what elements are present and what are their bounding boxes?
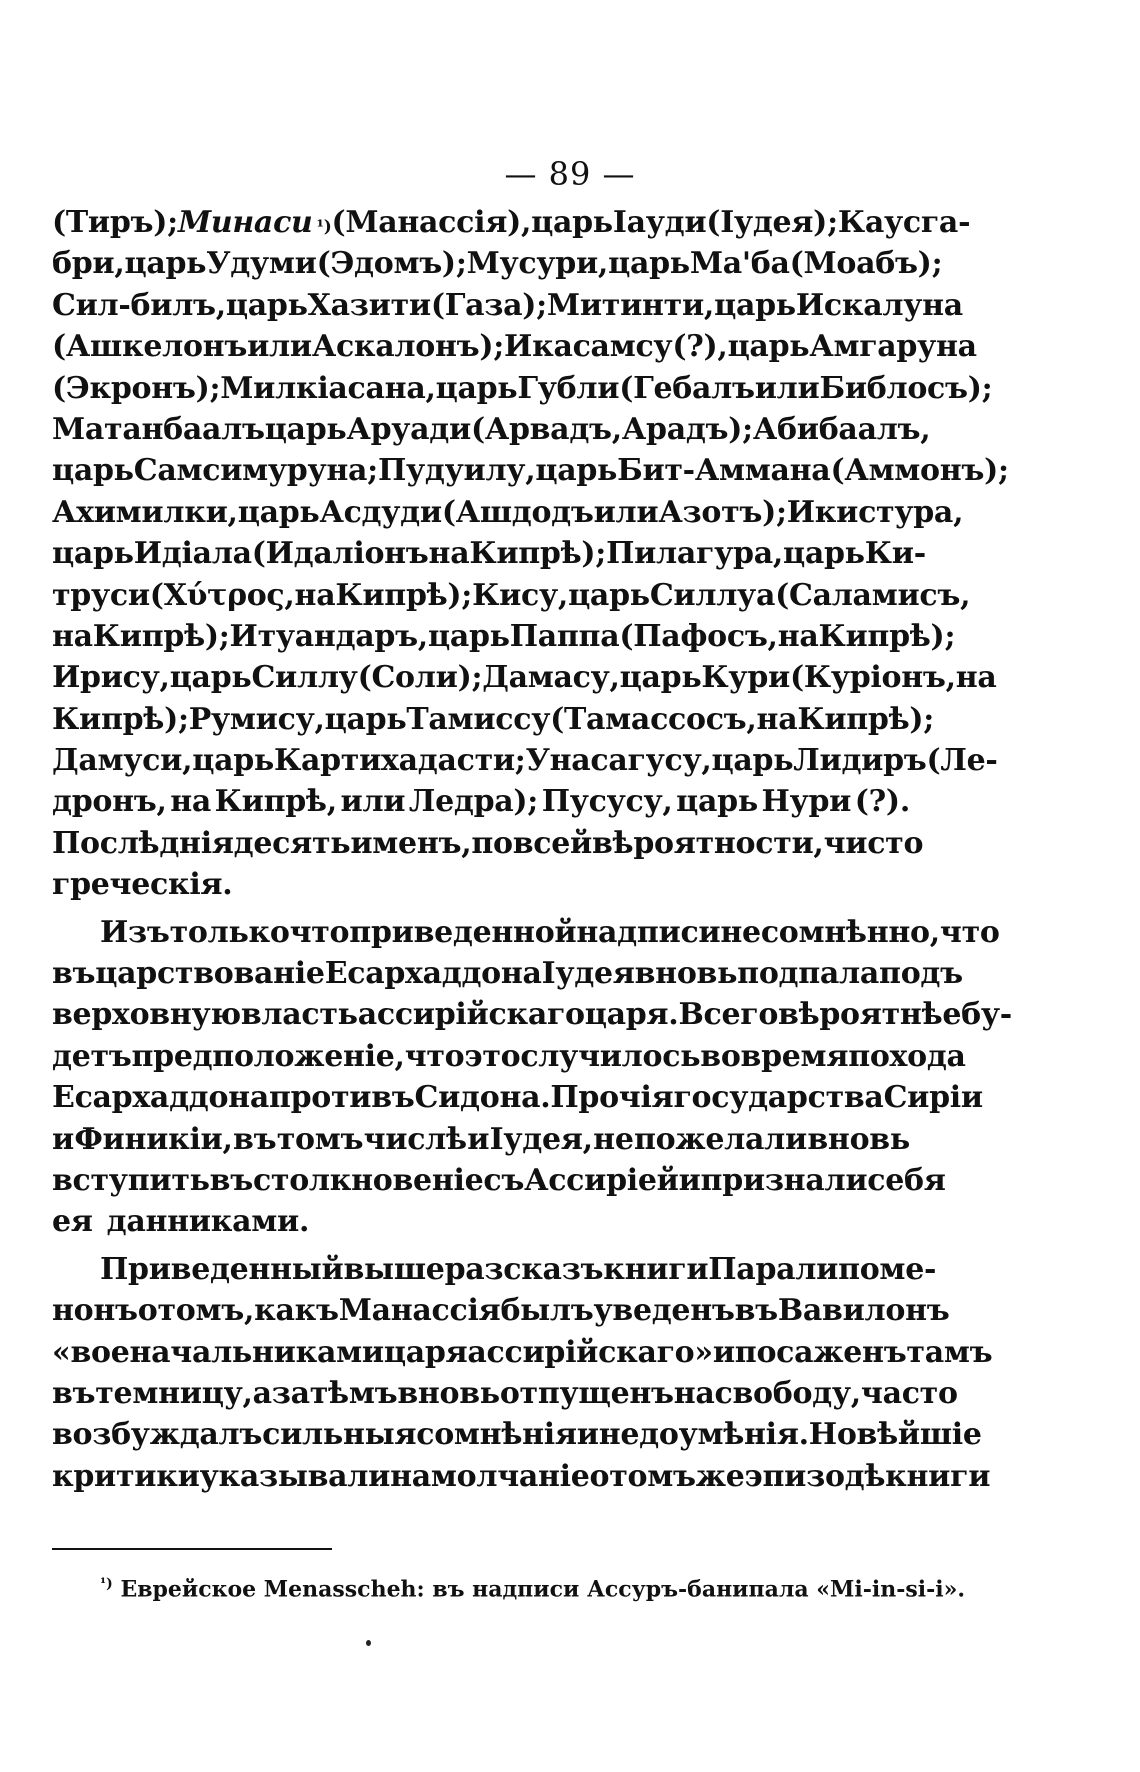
- word: Дамуси,: [52, 743, 193, 779]
- word: по: [471, 825, 513, 861]
- word: Кипрѣ);: [92, 618, 230, 654]
- word: Ледра);: [408, 784, 539, 820]
- word: нонъ: [52, 1293, 138, 1329]
- word: разсказъ: [444, 1251, 604, 1287]
- word: Идіала: [133, 536, 252, 572]
- word: Ахимилки,: [52, 494, 238, 530]
- word: дронъ,: [52, 784, 167, 820]
- word: царь: [714, 287, 796, 323]
- text-line: [52, 743, 998, 784]
- word: критики: [52, 1458, 200, 1494]
- word: (Куріонъ,: [789, 660, 956, 696]
- word: книги: [603, 1251, 709, 1287]
- word: подъ: [879, 956, 963, 992]
- word: противъ: [268, 1080, 415, 1116]
- word: Итуандаръ,: [229, 618, 428, 654]
- word: Кипрѣ);: [818, 618, 956, 654]
- text-line: [52, 1251, 937, 1293]
- paragraph: [52, 914, 1012, 1246]
- word: на: [955, 660, 997, 696]
- word: Приведенный: [100, 1251, 344, 1287]
- word: Пусусу,: [541, 784, 673, 820]
- word: Іауди: [612, 205, 707, 240]
- paragraph: [52, 205, 1009, 909]
- word: вѣроятнѣе: [778, 997, 962, 1033]
- text-line: [52, 660, 997, 701]
- word: Кури: [701, 660, 790, 696]
- word: Азотъ);: [658, 494, 787, 530]
- text-line: [52, 1080, 983, 1121]
- word: царь: [568, 577, 650, 613]
- word: на: [170, 784, 212, 820]
- word: Картихадасти;: [274, 743, 526, 779]
- word: чисто: [823, 825, 924, 861]
- word: всей: [512, 825, 592, 861]
- text-line: [52, 246, 943, 287]
- word: царя.: [584, 997, 679, 1033]
- word: или: [247, 329, 312, 365]
- word: (Идаліонъ: [251, 536, 429, 572]
- word: посаженъ: [734, 1334, 907, 1370]
- word: что: [404, 1038, 465, 1074]
- word: Унасагусу,: [525, 743, 712, 779]
- word: царь: [52, 453, 134, 489]
- text-line: [52, 205, 971, 246]
- word: Румису,: [188, 701, 325, 737]
- word: Силлу: [251, 660, 358, 696]
- word: бу-: [961, 997, 1012, 1033]
- word: случилось: [520, 1038, 701, 1074]
- word: молчаніе: [430, 1458, 590, 1494]
- word: Амгаруна: [809, 329, 977, 365]
- word: Сиріи: [883, 1080, 983, 1116]
- word: вновь: [397, 1375, 500, 1411]
- word: Аруади: [346, 411, 471, 447]
- text-line: [52, 287, 963, 329]
- word: Каусга-: [837, 205, 971, 240]
- word: только: [169, 914, 290, 950]
- word: (Тиръ);: [52, 205, 178, 240]
- word: и: [467, 1121, 490, 1157]
- word: не: [593, 1121, 634, 1157]
- word: Лидиръ: [793, 743, 927, 779]
- word: «военачальниками: [52, 1334, 384, 1370]
- word: въ: [233, 1121, 277, 1157]
- word: выше: [343, 1251, 445, 1287]
- word: царь: [192, 743, 274, 779]
- word: въ: [209, 1162, 253, 1198]
- word: царь: [225, 287, 308, 323]
- paragraph: [52, 1251, 993, 1500]
- word: царь: [124, 246, 207, 282]
- word: власть: [240, 997, 358, 1033]
- word: Матанбаалъ: [52, 411, 265, 447]
- word: Дамасу,: [482, 660, 620, 696]
- word: Искалуна: [795, 287, 963, 323]
- word: въ: [52, 1375, 96, 1411]
- word: царствованіе: [95, 956, 325, 992]
- word: признали: [700, 1162, 868, 1198]
- word: Мусури,: [466, 246, 609, 282]
- word: царя: [383, 1334, 468, 1370]
- word: въ: [734, 1293, 778, 1329]
- word: столкновеніе: [252, 1162, 484, 1198]
- word: вновь: [634, 956, 738, 992]
- text-line: [52, 997, 1012, 1038]
- word: (Саламисъ,: [775, 577, 971, 613]
- word: царь: [727, 329, 810, 365]
- word: (Тамассосъ,: [550, 701, 757, 737]
- main-text: [52, 205, 1012, 1500]
- text-line: [52, 618, 956, 660]
- word: (Манассія),: [331, 205, 532, 240]
- word: или: [593, 494, 659, 530]
- word: Асдуди: [319, 494, 442, 530]
- word: данниками.: [106, 1204, 310, 1240]
- word: похода: [848, 1038, 966, 1074]
- word: царь: [531, 205, 613, 240]
- word: (Ле-: [926, 743, 998, 779]
- word: на: [756, 701, 798, 737]
- word: Пилагура,: [606, 536, 783, 572]
- word: пожелали: [634, 1121, 807, 1157]
- word: надписи: [576, 914, 721, 950]
- word: именъ,: [350, 825, 472, 861]
- word: числѣ: [363, 1121, 467, 1157]
- word: (?).: [854, 784, 910, 820]
- text-line: [52, 1293, 950, 1334]
- word: (Пафосъ,: [619, 618, 778, 654]
- word: въ: [52, 956, 96, 992]
- word: Удуми: [206, 246, 317, 282]
- text-line: [52, 1122, 910, 1163]
- text-line: [52, 701, 935, 743]
- word: царь: [324, 701, 407, 737]
- word: Новѣйшіе: [808, 1417, 982, 1453]
- word: Есархаддона: [324, 956, 542, 992]
- word: (Соли);: [357, 660, 483, 696]
- word: на: [428, 536, 470, 572]
- word: Нури: [761, 784, 852, 820]
- word: (Арвадъ,: [470, 411, 622, 447]
- word: (?),: [672, 329, 728, 365]
- word: Всего: [678, 997, 779, 1033]
- word: Кипрѣ);: [469, 536, 607, 572]
- footnote-text: Еврейское Menasscheh: въ надписи Ассуръ-банипала «Mi-in-si-i».: [120, 1576, 965, 1603]
- word: (Ашкелонъ: [52, 329, 248, 365]
- word: томъ,: [157, 1293, 255, 1329]
- word: царь: [711, 743, 794, 779]
- word: (Іудея);: [706, 205, 838, 240]
- word: и: [52, 1121, 74, 1157]
- text-line: [52, 536, 926, 577]
- word: это: [464, 1038, 521, 1074]
- word: что: [289, 914, 350, 950]
- text-line: [52, 577, 971, 619]
- word: Самсимуруна;: [133, 453, 378, 489]
- word: царь: [52, 536, 134, 572]
- word: (Эдомъ);: [316, 246, 467, 282]
- word: а: [252, 1375, 272, 1411]
- word: Кипрѣ,: [214, 784, 337, 820]
- footnote-marker: ¹): [100, 1576, 113, 1592]
- word: приведенной: [349, 914, 577, 950]
- word: (Χύτρος,: [149, 577, 295, 613]
- word: ассирійскаго»: [467, 1334, 713, 1370]
- word: Икистура,: [786, 494, 964, 530]
- word: Митинти,: [546, 287, 715, 323]
- word: (Аммонъ);: [830, 453, 1009, 489]
- word: и: [712, 1334, 735, 1370]
- text-line: [52, 411, 931, 453]
- word: Манассія: [338, 1293, 501, 1329]
- word: время: [740, 1038, 849, 1074]
- word: Кипрѣ);: [797, 701, 935, 737]
- word: царь: [783, 536, 865, 572]
- word: на: [390, 1458, 431, 1494]
- word: указывали: [199, 1458, 391, 1494]
- word: отпущенъ: [499, 1375, 674, 1411]
- word: труси: [52, 577, 150, 613]
- word: или: [340, 784, 406, 820]
- word: бри,: [52, 246, 125, 282]
- word: детъ: [52, 1038, 132, 1074]
- word: Вавилонъ: [777, 1293, 950, 1329]
- text-line: [52, 867, 910, 908]
- text-line: [52, 1375, 958, 1417]
- word: себя: [867, 1162, 946, 1198]
- word: вѣроятности,: [591, 825, 824, 861]
- word: (Экронъ);: [52, 370, 221, 406]
- word: ассирійскаго: [357, 997, 585, 1033]
- word: Кипрѣ);: [52, 701, 189, 737]
- word: былъ: [500, 1293, 594, 1329]
- word: Библосъ);: [819, 370, 993, 406]
- word: Губли: [517, 370, 620, 406]
- text-line: [52, 1038, 966, 1080]
- word: Абибаалъ,: [752, 411, 931, 447]
- word: Прочія: [550, 1080, 674, 1116]
- text-line: [52, 453, 1009, 494]
- word: Сил-билъ,: [52, 287, 226, 323]
- word: Сидона.: [414, 1080, 551, 1116]
- word: царь: [676, 784, 758, 820]
- word: темницу,: [95, 1375, 253, 1411]
- page-number: — 89 —: [504, 155, 636, 193]
- word: о: [137, 1293, 158, 1329]
- text-line: [52, 1334, 993, 1376]
- word: Ма'ба: [689, 246, 790, 282]
- word: или: [754, 370, 820, 406]
- word: недоумѣнія.: [598, 1417, 809, 1453]
- word: на: [777, 618, 819, 654]
- text-line: [52, 914, 1000, 956]
- word: вновь: [807, 1121, 910, 1157]
- text-line: [52, 784, 910, 825]
- word: царь: [608, 246, 690, 282]
- word: царь: [535, 453, 618, 489]
- word: Аскалонъ);: [311, 329, 505, 365]
- footnote: [100, 1576, 965, 1603]
- word: Силлуа: [649, 577, 776, 613]
- word: свободу,: [714, 1375, 861, 1411]
- word: часто: [860, 1375, 958, 1411]
- text-line: [52, 825, 924, 867]
- word: Арадъ);: [621, 411, 753, 447]
- word: Кипрѣ);: [335, 577, 473, 613]
- word: съ: [483, 1162, 525, 1198]
- text-line: [52, 1204, 910, 1245]
- word: томъ: [609, 1458, 696, 1494]
- word: Изъ: [100, 914, 170, 950]
- word: Минаси: [177, 205, 313, 240]
- word: и: [576, 1417, 599, 1453]
- print-speck: [366, 1640, 371, 1646]
- footnote-rule: [52, 1548, 332, 1550]
- word: Хазити: [307, 287, 431, 323]
- word: на: [673, 1375, 715, 1411]
- word: царь: [237, 494, 320, 530]
- word: Бит-Аммана: [617, 453, 831, 489]
- word: сомнѣнія: [416, 1417, 577, 1453]
- word: Іудея,: [489, 1121, 593, 1157]
- word: предположеніе,: [131, 1038, 405, 1074]
- word: Пудуилу,: [377, 453, 536, 489]
- word: томъ: [276, 1121, 364, 1157]
- word: Ассиріей: [524, 1162, 679, 1198]
- word: царь: [264, 411, 347, 447]
- word: Послѣднія: [52, 825, 234, 861]
- word: о: [589, 1458, 610, 1494]
- word: Ки-: [864, 536, 926, 572]
- word: вступить: [52, 1162, 210, 1198]
- word: сильныя: [262, 1417, 417, 1453]
- text-line: [52, 1458, 991, 1500]
- word: Тамиссу: [406, 701, 551, 737]
- word: Есархаддона: [52, 1080, 269, 1116]
- word: Финикіи,: [74, 1121, 233, 1157]
- word: во: [700, 1038, 741, 1074]
- word: государства: [673, 1080, 884, 1116]
- word: тамъ: [906, 1334, 993, 1370]
- word: Іудея: [541, 956, 635, 992]
- word: греческія.: [52, 867, 233, 903]
- word: на: [294, 577, 336, 613]
- word: на: [52, 618, 93, 654]
- word: царь: [427, 618, 510, 654]
- word: Кису,: [472, 577, 569, 613]
- word: Икасамсу: [504, 329, 673, 365]
- word: (Моабъ);: [789, 246, 943, 282]
- word: и: [678, 1162, 701, 1198]
- text-line: [52, 956, 963, 997]
- text-line: [52, 494, 964, 536]
- word: возбуждалъ: [52, 1417, 263, 1453]
- footnote-ref: ¹): [316, 217, 332, 237]
- word: Паппа: [509, 618, 620, 654]
- word: (Гебалъ: [619, 370, 755, 406]
- word: (Ашдодъ: [441, 494, 594, 530]
- text-line: [52, 370, 993, 412]
- word: какъ: [254, 1293, 339, 1329]
- word: Ирису,: [52, 660, 170, 696]
- word: верховную: [52, 997, 241, 1033]
- word: царь: [169, 660, 252, 696]
- word: десять: [233, 825, 351, 861]
- word: затѣмъ: [271, 1375, 398, 1411]
- word: подпала: [737, 956, 880, 992]
- word: (Газа);: [430, 287, 547, 323]
- text-line: [52, 1162, 946, 1204]
- word: царь: [435, 370, 518, 406]
- word: ея: [52, 1204, 93, 1240]
- word: эпизодѣ: [744, 1458, 886, 1494]
- text-line: [52, 1417, 982, 1458]
- word: Милкіасана,: [220, 370, 436, 406]
- word: же: [695, 1458, 745, 1494]
- text-line: [52, 329, 977, 370]
- word: что: [939, 914, 1000, 950]
- word: Паралипоме-: [708, 1251, 937, 1287]
- word: несомнѣнно,: [720, 914, 940, 950]
- word: царь: [619, 660, 702, 696]
- word: книги: [885, 1458, 991, 1494]
- word: уведенъ: [593, 1293, 735, 1329]
